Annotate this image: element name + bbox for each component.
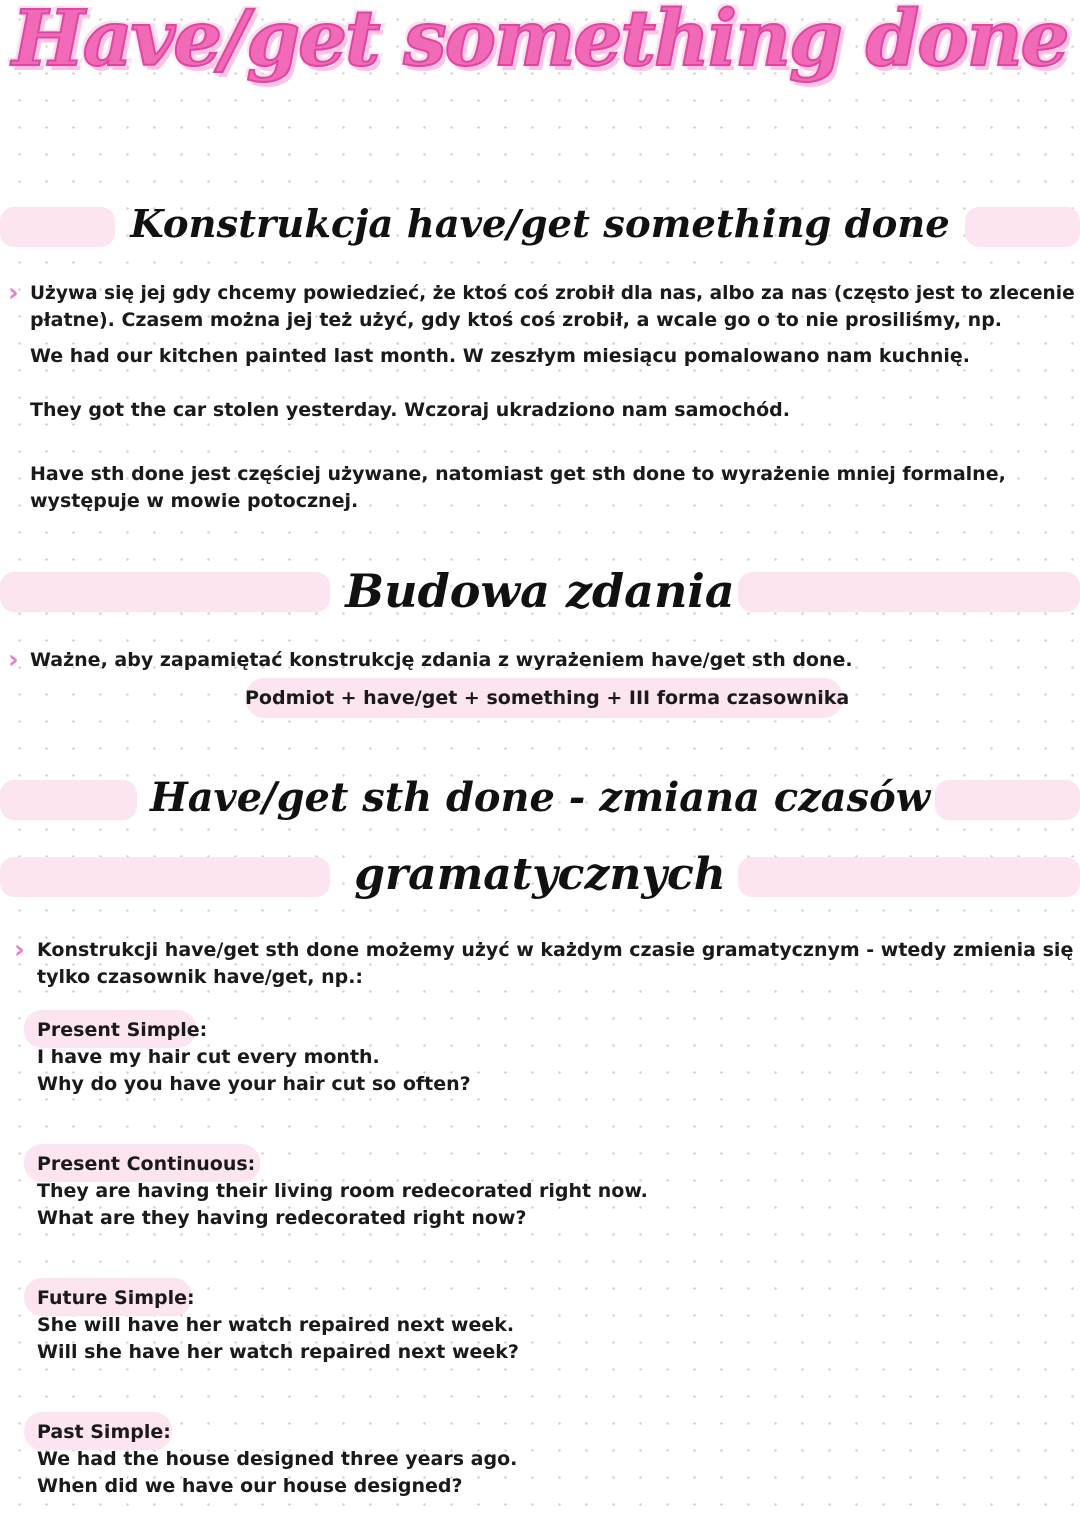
tense-label-past-simple: Past Simple: <box>37 1421 171 1443</box>
example-sentence-1: We had our kitchen painted last month. W zeszłym miesiącu pomalowano nam kuchnię. <box>30 345 970 367</box>
tense-label-future-simple: Future Simple: <box>37 1287 195 1309</box>
section-heading-tense-change-line-1: Have/get sth done - zmiana czasów <box>150 775 931 821</box>
tense-description-line-1: Konstrukcji have/get sth done możemy użyć w każdym czasie gramatycznym - wtedy zmienia się <box>37 939 1074 961</box>
example-sentence-2: They got the car stolen yesterday. Wczoraj ukradziono nam samochód. <box>30 399 790 421</box>
chevron-right-icon: › <box>14 935 25 965</box>
tense-example-sentence: She will have her watch repaired next week. <box>37 1314 515 1336</box>
tense-example-sentence: We had the house designed three years ago. <box>37 1448 518 1470</box>
heading-band-right <box>935 780 1080 820</box>
tense-example-sentence: They are having their living room redecorated right now. <box>37 1180 648 1202</box>
tense-example-question: Will she have her watch repaired next week? <box>37 1341 519 1363</box>
tense-label-present-continuous: Present Continuous: <box>37 1153 256 1175</box>
heading-band-left <box>0 780 137 820</box>
page-title: Have/get something done <box>12 0 1068 84</box>
chevron-right-icon: › <box>8 645 19 675</box>
tense-example-question: Why do you have your hair cut so often? <box>37 1073 471 1095</box>
heading-band-right <box>965 207 1080 247</box>
tense-description-line-2: tylko czasownik have/get, np.: <box>37 966 364 988</box>
heading-band-left <box>0 857 330 897</box>
heading-band-left <box>0 572 330 612</box>
tense-example-question: What are they having redecorated right now? <box>37 1207 527 1229</box>
tense-example-question: When did we have our house designed? <box>37 1475 463 1497</box>
tense-label-present-simple: Present Simple: <box>37 1019 208 1041</box>
heading-band-right <box>738 572 1080 612</box>
tense-example-sentence: I have my hair cut every month. <box>37 1046 380 1068</box>
construction-description-line-2: płatne). Czasem można jej też użyć, gdy ktoś coś zrobił, a wcale go o to nie prosiliśmy, np. <box>30 309 1003 331</box>
chevron-right-icon: › <box>8 278 19 308</box>
usage-note-line-2: występuje w mowie potocznej. <box>30 490 359 512</box>
sentence-formula: Podmiot + have/get + something + III forma czasownika <box>245 687 850 709</box>
structure-description: Ważne, aby zapamiętać konstrukcję zdania z wyrażeniem have/get sth done. <box>30 649 853 671</box>
section-heading-construction: Konstrukcja have/get something done <box>130 202 950 247</box>
heading-band-right <box>738 857 1080 897</box>
heading-band-left <box>0 207 115 247</box>
section-heading-tense-change-line-2: gramatycznych <box>354 849 726 900</box>
usage-note-line-1: Have sth done jest częściej używane, natomiast get sth done to wyrażenie mniej formalne, <box>30 463 1006 485</box>
section-heading-sentence-structure: Budowa zdania <box>345 564 735 618</box>
construction-description-line-1: Używa się jej gdy chcemy powiedzieć, że ktoś coś zrobił dla nas, albo za nas (często jest to zlecenie <box>30 283 1075 304</box>
